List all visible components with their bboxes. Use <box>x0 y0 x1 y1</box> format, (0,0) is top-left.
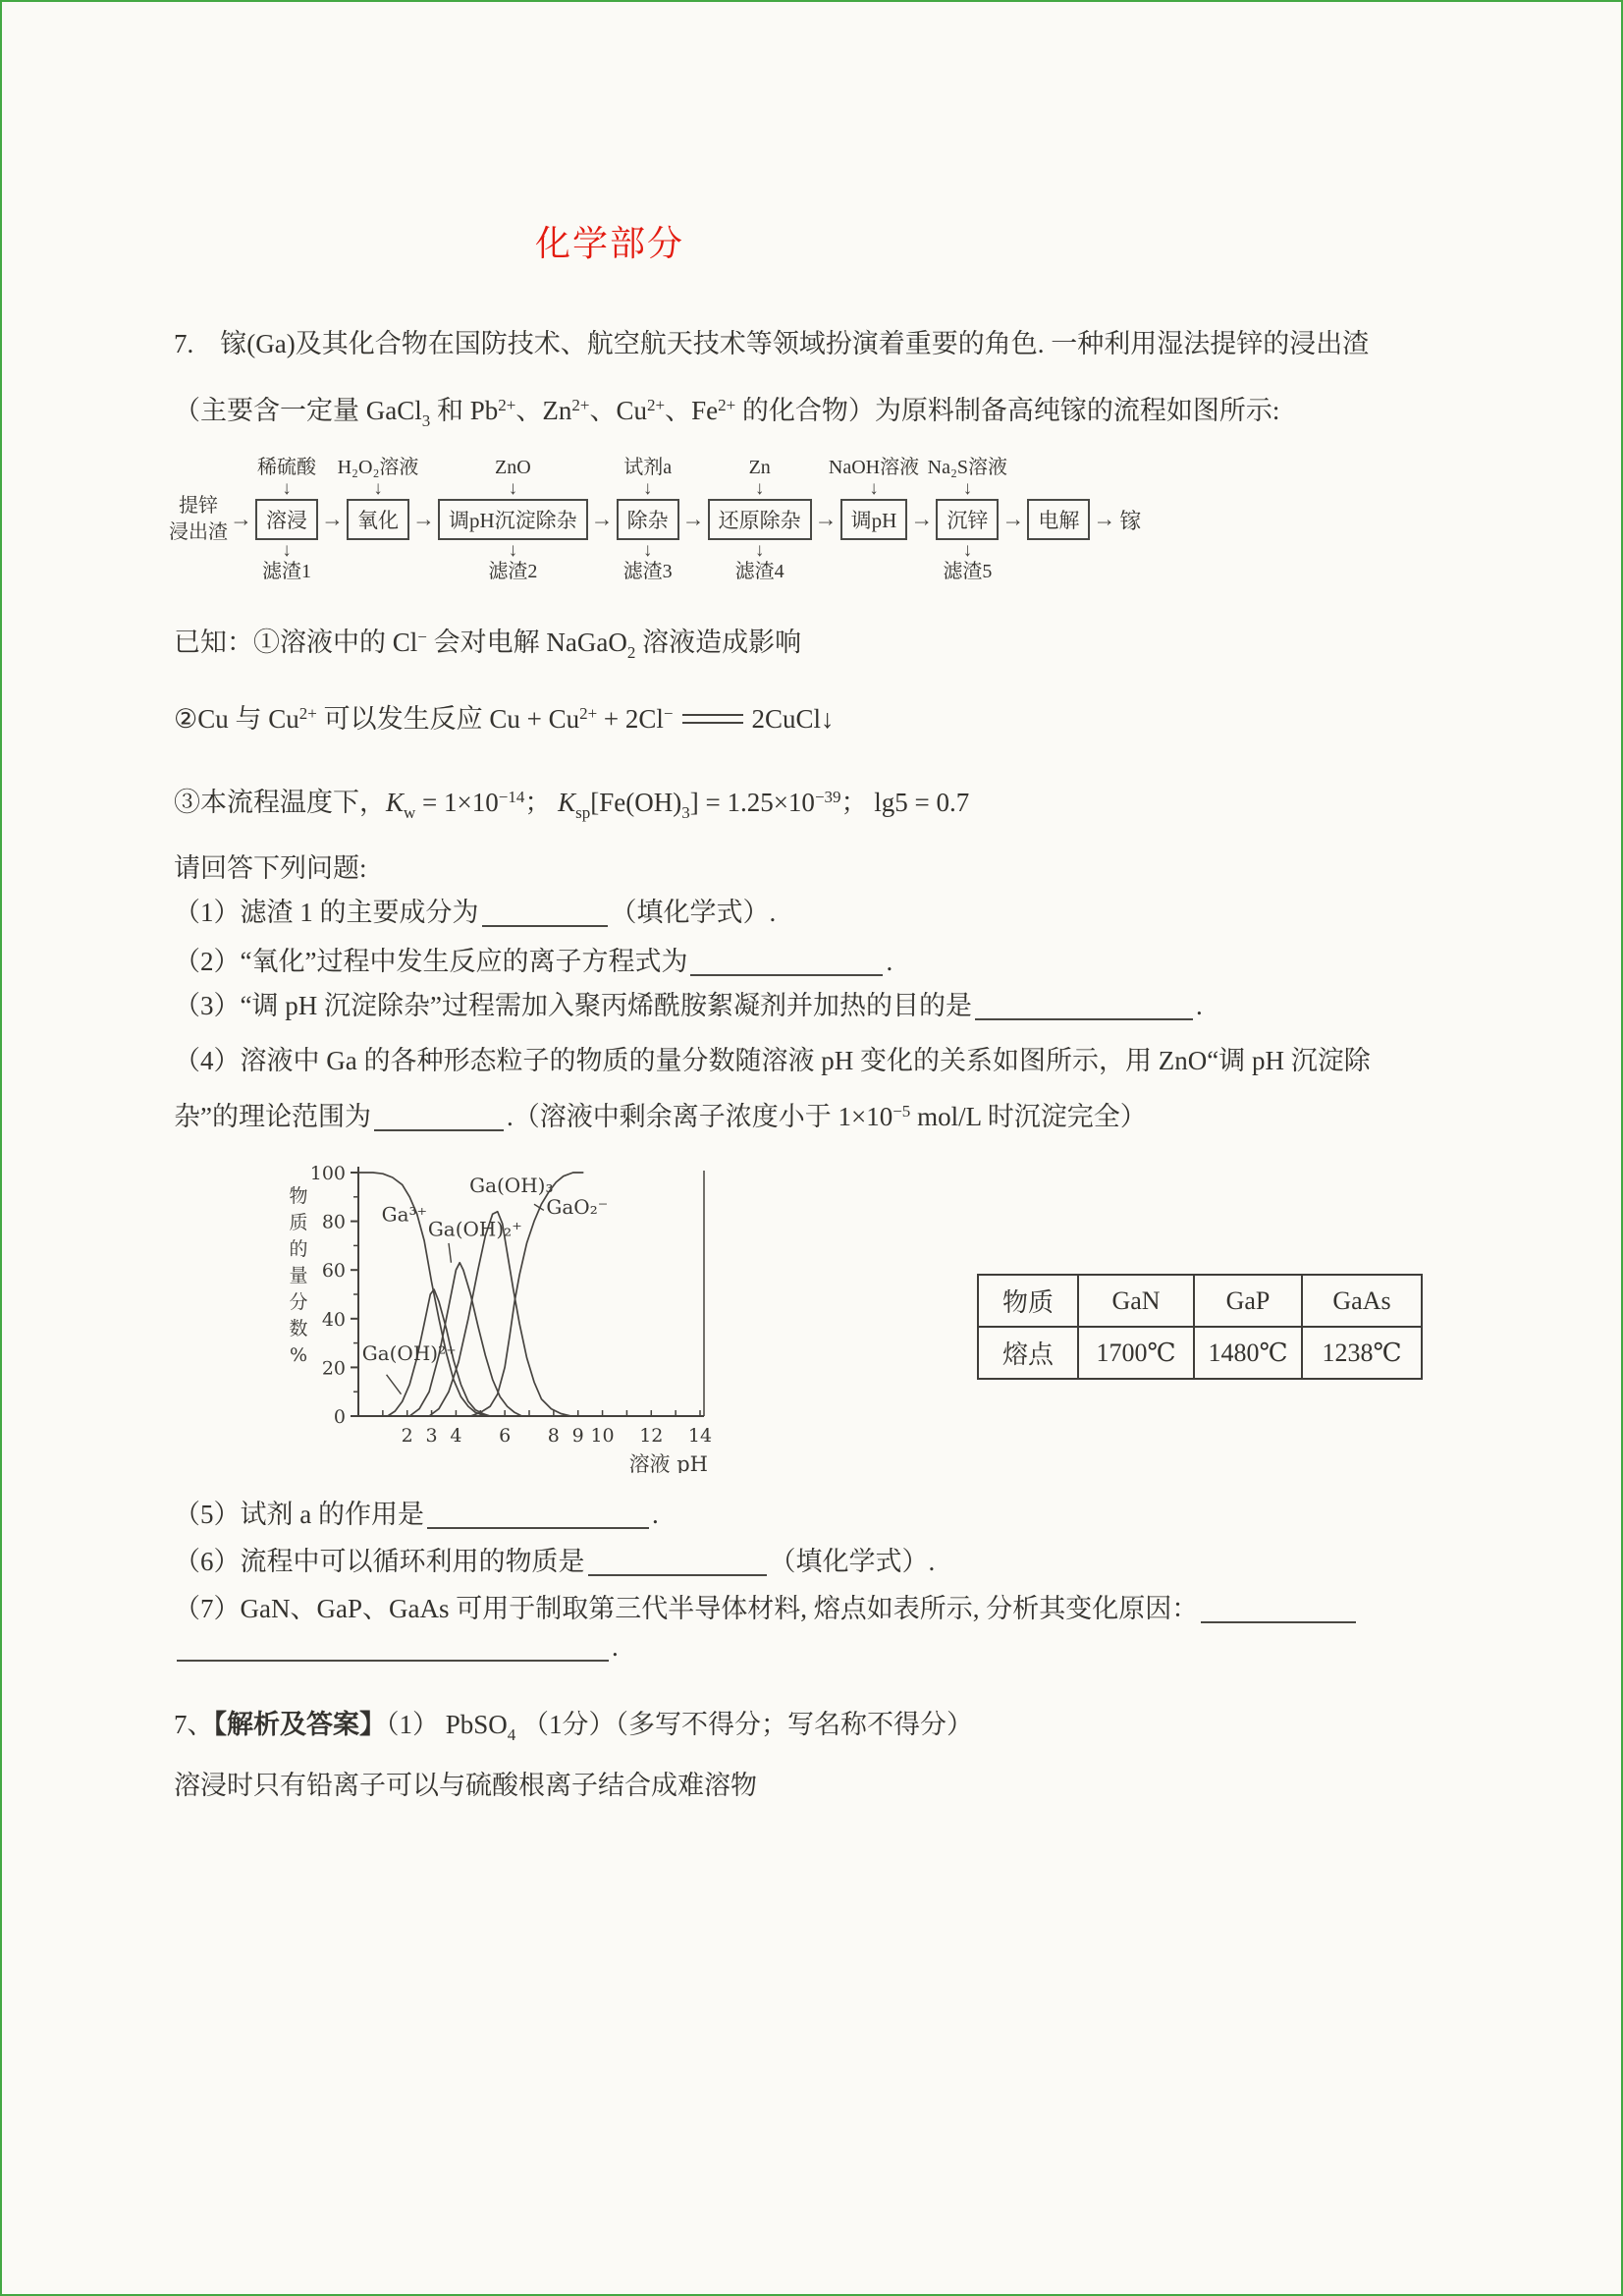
subquestion-7: （7）GaN、GaP、GaAs 可用于制取第三代半导体材料, 熔点如表所示, 分析其变化原因： <box>174 1587 1359 1625</box>
flow-down-arrow-icon: ↓ <box>508 540 518 561</box>
flow-step <box>708 457 812 582</box>
flow-down-arrow-icon: ↓ <box>754 540 765 561</box>
y-axis-title-char: 物 <box>289 1185 308 1207</box>
flow-input-label: 稀硫酸 <box>257 457 316 478</box>
flow-output <box>943 540 992 583</box>
x-tick-label: 3 <box>425 1425 438 1447</box>
flow-right-arrow-icon: → <box>681 507 705 531</box>
curve-label: Ga(OH)²⁺ <box>361 1340 457 1365</box>
flow-right-arrow-icon: → <box>590 507 614 531</box>
answer-line-1: 7、【解析及答案】（1） PbSO$_4$ （1分）（多写不得分；写名称不得分） <box>174 1710 974 1744</box>
x-tick-label: 10 <box>590 1425 615 1447</box>
curve-label: Ga(OH)₃ <box>469 1173 554 1197</box>
flow-input-label: NaOH溶液 <box>828 457 920 478</box>
flow-output-label: 滤渣5 <box>943 561 993 582</box>
curve-Ga(OH)₂⁺ <box>409 1263 521 1416</box>
chart-canvas <box>265 1159 727 1473</box>
table-cell: GaN <box>1078 1275 1194 1327</box>
flow-step <box>617 457 679 582</box>
y-axis-title-char: 的 <box>289 1238 308 1260</box>
flow-box: 调pH <box>840 499 908 540</box>
ga-species-ph-chart <box>265 1159 727 1473</box>
answer-line-2: 溶浸时只有铅离子可以与硫酸根离子结合成难溶物 <box>174 1771 757 1800</box>
label-leader-line <box>449 1243 451 1263</box>
x-tick-label: 4 <box>450 1425 462 1447</box>
x-tick-label: 6 <box>499 1425 512 1447</box>
flow-box: 沉锌 <box>936 499 999 540</box>
flow-source-line: 浸出渣 <box>169 521 228 543</box>
flow-input <box>623 457 672 499</box>
flow-down-arrow-icon: ↓ <box>869 478 879 499</box>
y-axis-title-char: 数 <box>289 1318 308 1339</box>
table-cell: 1238℃ <box>1302 1327 1422 1379</box>
flow-step <box>1027 499 1090 540</box>
flow-right-arrow-icon: → <box>910 507 934 531</box>
y-tick-label: 60 <box>321 1260 346 1283</box>
known-condition-1: 已知：①溶液中的 Cl− 会对电解 NaGaO$_2$ 溶液造成影响 <box>174 628 802 662</box>
flow-input-label: Zn <box>748 457 771 478</box>
label-leader-line <box>387 1375 402 1394</box>
flow-step <box>828 457 920 540</box>
answer-blank <box>1201 1621 1356 1623</box>
subquestion-1: （1）滤渣 1 的主要成分为 （填化学式）. <box>174 898 777 927</box>
flow-input <box>257 457 316 499</box>
subquestion-4: （4）溶液中 Ga 的各种形态粒子的物质的量分数随溶液 pH 变化的关系如图所示，用 ZnO“调 pH 沉淀除杂”的理论范围为 .（溶液中剩余离子浓度小于 $1\times 10^{-5}$ mol/L 时沉淀完全） <box>174 1046 1371 1131</box>
table-cell: 物质 <box>978 1275 1078 1327</box>
flow-right-arrow-icon: → <box>412 507 435 531</box>
flow-down-arrow-icon: ↓ <box>962 540 973 561</box>
y-tick-label: 0 <box>333 1406 346 1428</box>
answer-prompt: 请回答下列问题: <box>174 853 367 883</box>
answer-blank <box>177 1660 609 1662</box>
flow-output-label: 滤渣4 <box>734 561 784 582</box>
flow-box: 除杂 <box>617 499 679 540</box>
subquestion-3: （3）“调 pH 沉淀除杂”过程需加入聚丙烯酰胺絮凝剂并加热的目的是 . <box>174 991 1203 1020</box>
answer-blank <box>482 925 608 927</box>
melting-point-table <box>977 1274 1423 1380</box>
flow-source-label <box>169 493 228 546</box>
table-cell: 熔点 <box>978 1327 1078 1379</box>
flow-down-arrow-icon: ↓ <box>282 540 292 561</box>
process-flow-diagram <box>169 440 1142 582</box>
flow-down-arrow-icon: ↓ <box>282 478 292 499</box>
flow-input-label: 试剂a <box>623 457 673 478</box>
flow-down-arrow-icon: ↓ <box>642 478 653 499</box>
answer-blank <box>690 974 883 976</box>
curve-label: Ga(OH)₂⁺ <box>427 1217 522 1241</box>
flow-right-arrow-icon: → <box>321 507 344 531</box>
flow-output-label: 滤渣1 <box>262 561 311 582</box>
flow-down-arrow-icon: ↓ <box>373 478 383 499</box>
table-cell: 1480℃ <box>1194 1327 1302 1379</box>
x-tick-label: 9 <box>571 1425 584 1447</box>
y-axis-title-char: 量 <box>289 1265 308 1286</box>
flow-input-label: Na₂S溶液 <box>927 457 1008 478</box>
flow-box: 调pH沉淀除杂 <box>438 499 588 540</box>
flow-down-arrow-icon: ↓ <box>642 540 653 561</box>
y-axis-title-char: 分 <box>289 1291 308 1313</box>
table-row <box>978 1327 1422 1379</box>
flow-input <box>749 457 771 499</box>
flow-output <box>488 540 537 583</box>
known-condition-2: ②Cu 与 $Cu^{2+}$ 可以发生反应 $Cu + Cu^{2+} + 2Cl^-$ 2CuCl↓ <box>174 704 835 734</box>
flow-step <box>337 457 419 540</box>
flow-box: 还原除杂 <box>708 499 812 540</box>
flow-output-label: 滤渣3 <box>622 561 673 582</box>
x-tick-label: 12 <box>639 1425 664 1447</box>
x-axis-title: 溶液 pH <box>628 1452 708 1473</box>
x-tick-label: 2 <box>401 1425 413 1447</box>
flow-output-label: 滤渣2 <box>488 561 538 582</box>
flow-step <box>927 457 1008 582</box>
answer-blank <box>975 1018 1193 1020</box>
flow-input <box>495 457 531 499</box>
answer-blank <box>374 1129 504 1131</box>
flow-box: 电解 <box>1027 499 1090 540</box>
flow-input <box>928 457 1007 499</box>
flow-step <box>255 457 318 582</box>
flow-down-arrow-icon: ↓ <box>962 478 973 499</box>
flow-box: 溶浸 <box>255 499 318 540</box>
flow-right-arrow-icon: → <box>814 507 838 531</box>
subquestion-7-continuation: . <box>174 1632 619 1663</box>
question-intro: 7. 镓(Ga)及其化合物在国防技术、航空航天技术等领域扮演着重要的角色. 一种利用湿法提锌的浸出渣（主要含一定量 GaCl$_3$ 和 $Pb^{2+}$、$Zn^{2+}$、$Cu^{2+}$、$Fe^{2+}$ 的化合物）为原料制备高纯镓的流程如图所示: <box>174 329 1370 430</box>
flow-down-arrow-icon: ↓ <box>754 478 765 499</box>
curve-label: GaO₂⁻ <box>546 1195 609 1220</box>
y-tick-label: 40 <box>321 1308 346 1331</box>
flow-input <box>829 457 919 499</box>
flow-input <box>338 457 419 499</box>
known-condition-3: ③本流程温度下，$K_w = 1\times 10^{-14}$； $K_{sp}[Fe(OH)_3] = 1.25\times 10^{-39}$； lg5 = 0.7 <box>174 788 970 822</box>
x-tick-label: 14 <box>687 1425 713 1447</box>
subquestion-6: （6）流程中可以循环利用的物质是 （填化学式）. <box>174 1547 936 1576</box>
subquestion-5: （5）试剂 a 的作用是 . <box>174 1500 659 1529</box>
flow-output <box>735 540 784 583</box>
y-axis-title-char: % <box>289 1344 308 1366</box>
subquestion-2: （2）“氧化”过程中发生反应的离子方程式为 . <box>174 947 893 976</box>
answer-blank <box>427 1527 649 1529</box>
flow-right-arrow-icon: → <box>1093 507 1116 531</box>
flow-source-line: 提锌 <box>179 495 218 517</box>
section-title: 化学部分 <box>535 224 685 263</box>
flow-right-arrow-icon: → <box>1001 507 1025 531</box>
answer-blank <box>588 1574 767 1576</box>
flow-product-label: 镓 <box>1119 508 1142 533</box>
flow-output <box>623 540 673 583</box>
table-row <box>978 1275 1422 1327</box>
flow-output <box>262 540 311 583</box>
flow-down-arrow-icon: ↓ <box>508 478 518 499</box>
table-cell: 1700℃ <box>1078 1327 1194 1379</box>
y-tick-label: 100 <box>309 1163 346 1184</box>
table-cell: GaP <box>1194 1275 1302 1327</box>
double-bond-line <box>682 714 743 724</box>
flow-input-label: H₂O₂溶液 <box>337 457 419 478</box>
flow-input-label: ZnO <box>494 457 531 478</box>
x-tick-label: 8 <box>547 1425 560 1447</box>
table-cell: GaAs <box>1302 1275 1422 1327</box>
curve-label: Ga³⁺ <box>381 1202 428 1227</box>
flow-right-arrow-icon: → <box>230 507 252 531</box>
y-tick-label: 20 <box>321 1357 346 1380</box>
flow-box: 氧化 <box>347 499 409 540</box>
y-tick-label: 80 <box>321 1211 346 1233</box>
y-axis-title-char: 质 <box>289 1212 308 1233</box>
flow-step <box>438 457 588 582</box>
